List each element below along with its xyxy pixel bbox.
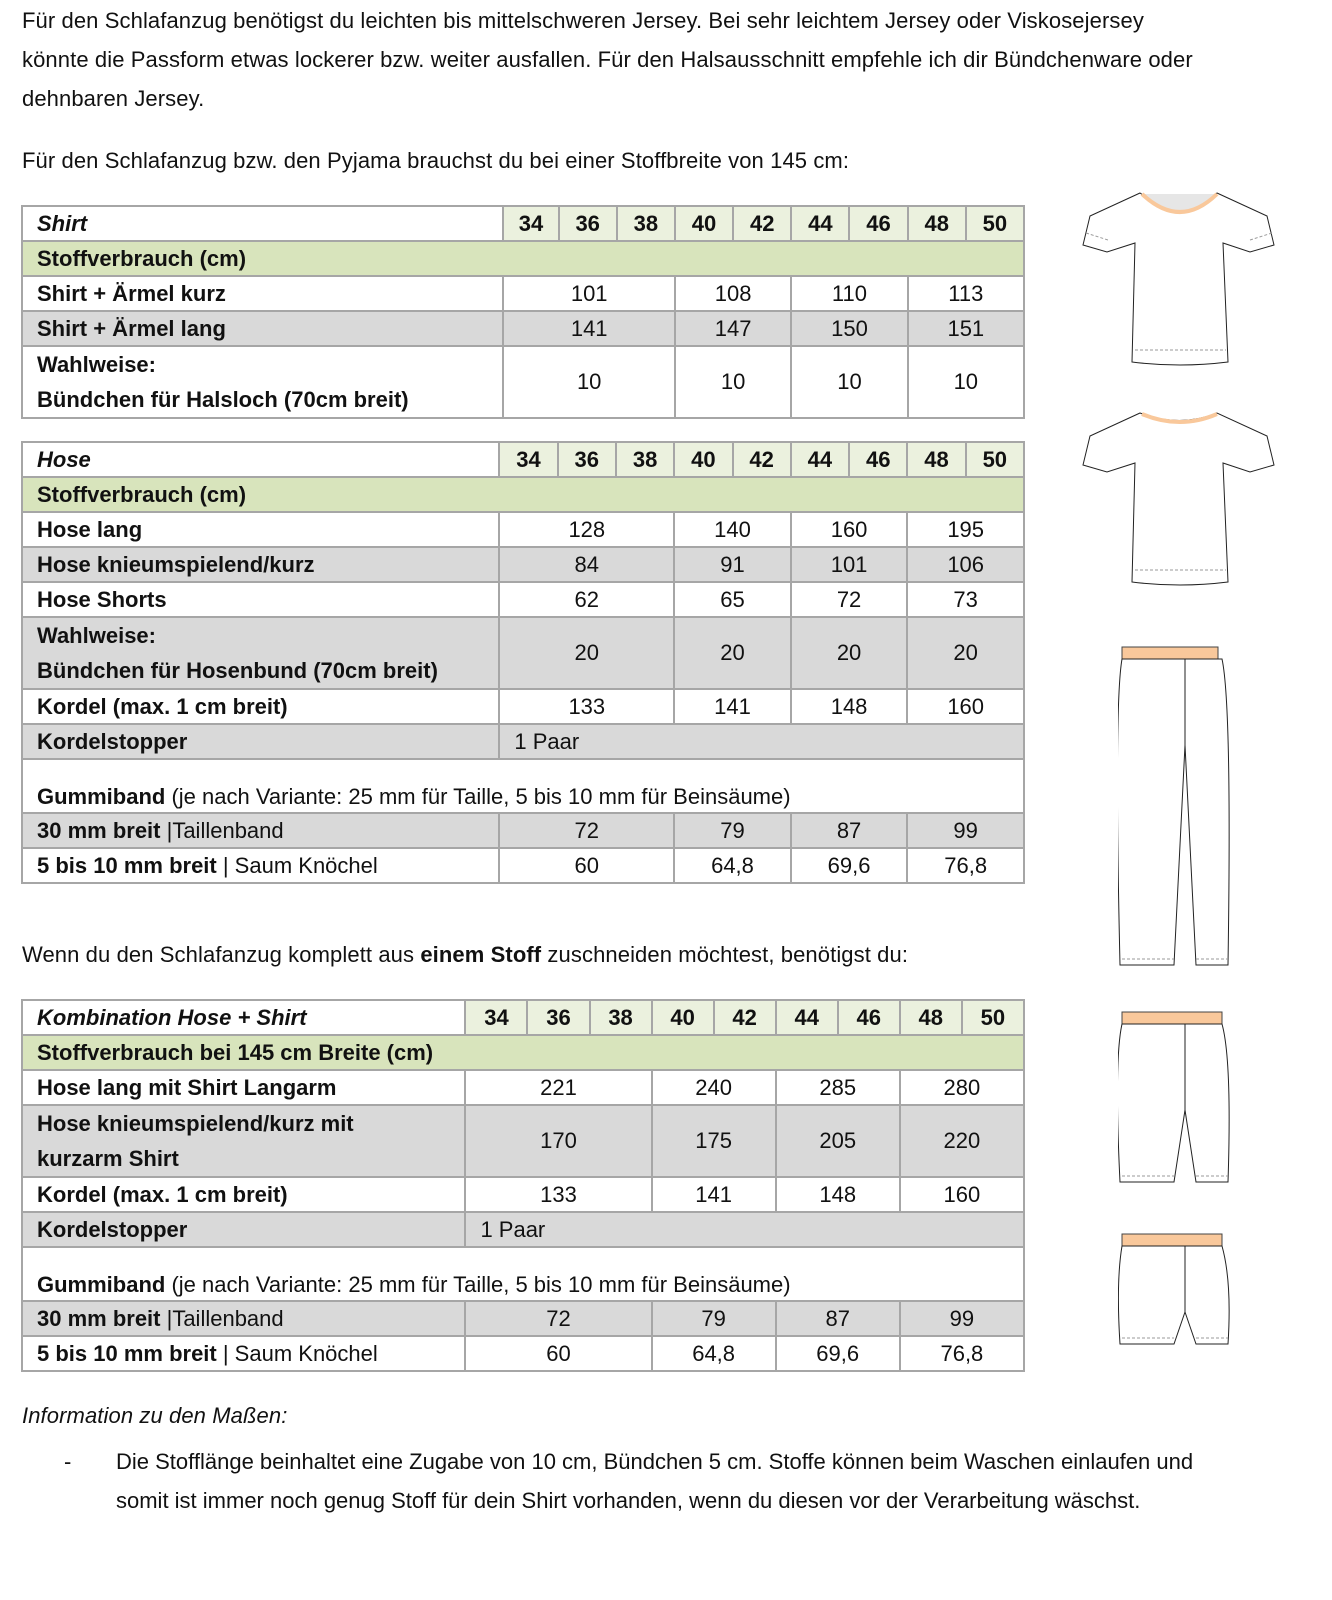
gummiband-label: Gummiband: [37, 1272, 166, 1297]
cell: 160: [907, 689, 1024, 724]
row-label: [22, 813, 499, 848]
size-header: 42: [733, 442, 791, 477]
table-title: Shirt: [22, 206, 503, 241]
table-row: [22, 617, 1024, 689]
row-label-line: Wahlweise:: [37, 623, 156, 648]
size-header: 42: [714, 1000, 776, 1035]
row-label-bold: 30 mm breit: [37, 1305, 167, 1331]
size-header: 34: [499, 442, 557, 477]
gummiband-note: [22, 1247, 1024, 1301]
row-label: [22, 1301, 465, 1336]
cell: 141: [652, 1177, 776, 1212]
cell: 79: [652, 1301, 776, 1336]
cell: 64,8: [652, 1336, 776, 1371]
size-header: 44: [791, 442, 849, 477]
cell: 220: [900, 1105, 1024, 1177]
lead-paragraph: Für den Schlafanzug bzw. den Pyjama brauchst du bei einer Stoffbreite von 145 cm:: [22, 148, 850, 173]
row-label: Hose lang: [22, 512, 499, 547]
table-row: [22, 1105, 1024, 1177]
row-label-line: Hose knieumspielend/kurz mit: [37, 1111, 354, 1136]
cell: 147: [675, 311, 791, 346]
cell: 148: [791, 689, 908, 724]
cell: 280: [900, 1070, 1024, 1105]
table-title: Hose: [22, 442, 499, 477]
row-label-line: Bündchen für Hosenbund (70cm breit): [37, 658, 438, 683]
cell: 101: [791, 547, 908, 582]
cell: 141: [503, 311, 675, 346]
size-header: 50: [966, 442, 1024, 477]
size-header-row: [22, 442, 1024, 477]
size-header: 46: [849, 206, 907, 241]
table-row: [22, 582, 1024, 617]
row-label: [22, 1105, 465, 1177]
size-header: 50: [966, 206, 1024, 241]
table-row: [22, 311, 1024, 346]
gummiband-detail: (je nach Variante: 25 mm für Taille, 5 bis 10 mm für Beinsäume): [165, 784, 791, 809]
row-label: Hose Shorts: [22, 582, 499, 617]
cell: 1 Paar: [465, 1212, 1024, 1247]
section-label: Stoffverbrauch (cm): [22, 241, 1024, 276]
combo-lead-paragraph: [22, 935, 908, 974]
gummiband-row: [22, 1247, 1024, 1301]
gummiband-row: [22, 759, 1024, 813]
size-header: 42: [733, 206, 791, 241]
cell: 99: [900, 1301, 1024, 1336]
cell: 69,6: [791, 848, 908, 883]
cell: 106: [907, 547, 1024, 582]
cell: 72: [791, 582, 908, 617]
size-header: 48: [900, 1000, 962, 1035]
section-row: [22, 477, 1024, 512]
lead-emphasis: einem Stoff: [420, 942, 542, 967]
size-header: 38: [590, 1000, 652, 1035]
cell: 20: [674, 617, 791, 689]
info-heading: Information zu den Maßen:: [22, 1403, 288, 1428]
table-row: [22, 512, 1024, 547]
row-label: Kordelstopper: [22, 1212, 465, 1247]
size-header: 40: [674, 442, 732, 477]
size-header: 36: [559, 206, 617, 241]
cell: 133: [499, 689, 674, 724]
table-row: [22, 1301, 1024, 1336]
cell: 175: [652, 1105, 776, 1177]
cell: 140: [674, 512, 791, 547]
table-row: [22, 689, 1024, 724]
row-label-line: kurzarm Shirt: [37, 1146, 179, 1171]
cell: 64,8: [674, 848, 791, 883]
cell: 73: [907, 582, 1024, 617]
table-row: [22, 1070, 1024, 1105]
cell: 113: [908, 276, 1024, 311]
intro-paragraph: Für den Schlafanzug benötigst du leichten bis mittelschweren Jersey. Bei sehr leichtem Jersey oder Viskosejersey könnte die Passform etwas lockerer bzw. weiter ausfallen. Für den Halsausschnitt empfehle ich dir Bündchenware oder dehnbaren Jersey.: [22, 8, 1193, 111]
row-label: [22, 346, 503, 418]
cell: 76,8: [900, 1336, 1024, 1371]
size-header: 36: [527, 1000, 589, 1035]
row-label-rest: | Saum Knöchel: [222, 852, 378, 878]
cell: 84: [499, 547, 674, 582]
row-label: Hose lang mit Shirt Langarm: [22, 1070, 465, 1105]
knee-pants-illustration: [1118, 1010, 1230, 1185]
size-header: 46: [838, 1000, 900, 1035]
size-header: 40: [675, 206, 733, 241]
lead-text: zuschneiden möchtest, benötigst du:: [541, 942, 909, 967]
cell: 87: [791, 813, 908, 848]
cell: 79: [674, 813, 791, 848]
cell: 76,8: [907, 848, 1024, 883]
table-row: [22, 1336, 1024, 1371]
size-header: 38: [616, 442, 674, 477]
row-label: [22, 617, 499, 689]
size-header: 38: [617, 206, 675, 241]
table-row: [22, 547, 1024, 582]
cell: 101: [503, 276, 675, 311]
cell: 20: [791, 617, 908, 689]
row-label: Kordel (max. 1 cm breit): [22, 689, 499, 724]
size-header: 44: [776, 1000, 838, 1035]
gummiband-note: [22, 759, 1024, 813]
size-header-row: [22, 1000, 1024, 1035]
cell: 10: [791, 346, 907, 418]
hose-table: [21, 441, 1025, 884]
cell: 170: [465, 1105, 651, 1177]
cell: 150: [791, 311, 907, 346]
cell: 10: [503, 346, 675, 418]
shirt-back-illustration: [1080, 410, 1280, 590]
row-label-bold: 5 bis 10 mm breit: [37, 1340, 223, 1366]
shorts-illustration: [1118, 1232, 1230, 1347]
cell: 1 Paar: [499, 724, 1024, 759]
cell: 99: [907, 813, 1024, 848]
cell: 60: [465, 1336, 651, 1371]
table-row: [22, 276, 1024, 311]
size-header: 48: [908, 206, 966, 241]
cell: 87: [776, 1301, 900, 1336]
cell: 72: [465, 1301, 651, 1336]
size-header: 46: [849, 442, 907, 477]
cell: 110: [791, 276, 907, 311]
section-label: Stoffverbrauch (cm): [22, 477, 1024, 512]
bullet-marker: -: [64, 1449, 72, 1474]
table-title: Kombination Hose + Shirt: [22, 1000, 465, 1035]
size-header: 36: [558, 442, 616, 477]
table-row: [22, 346, 1024, 418]
row-label-bold: 5 bis 10 mm breit: [37, 852, 223, 878]
cell: 151: [908, 311, 1024, 346]
row-label: Kordelstopper: [22, 724, 499, 759]
combo-table: [21, 999, 1025, 1372]
row-label-line: Bündchen für Halsloch (70cm breit): [37, 387, 409, 412]
cell: 62: [499, 582, 674, 617]
size-header-row: [22, 206, 1024, 241]
cell: 10: [908, 346, 1024, 418]
cell: 285: [776, 1070, 900, 1105]
shirt-table: [21, 205, 1025, 419]
cell: 205: [776, 1105, 900, 1177]
cell: 240: [652, 1070, 776, 1105]
cell: 91: [674, 547, 791, 582]
size-header: 34: [503, 206, 558, 241]
cell: 133: [465, 1177, 651, 1212]
table-row: [22, 1212, 1024, 1247]
gummiband-detail: (je nach Variante: 25 mm für Taille, 5 bis 10 mm für Beinsäume): [165, 1272, 791, 1297]
cell: 65: [674, 582, 791, 617]
cell: 221: [465, 1070, 651, 1105]
gummiband-label: Gummiband: [37, 784, 166, 809]
row-label-bold: 30 mm breit: [37, 817, 167, 843]
info-bullet-text: Die Stofflänge beinhaltet eine Zugabe von 10 cm, Bündchen 5 cm. Stoffe können beim Waschen einlaufen und somit ist immer noch genug Stoff für dein Shirt vorhanden, wenn du diesen vor der Verarbeitung wäschst.: [116, 1449, 1194, 1513]
table-row: [22, 848, 1024, 883]
cell: 20: [907, 617, 1024, 689]
cell: 128: [499, 512, 674, 547]
cell: 10: [675, 346, 791, 418]
row-label: Hose knieumspielend/kurz: [22, 547, 499, 582]
section-row: [22, 1035, 1024, 1070]
cell: 69,6: [776, 1336, 900, 1371]
size-header: 48: [907, 442, 965, 477]
row-label: Shirt + Ärmel kurz: [22, 276, 503, 311]
size-header: 50: [962, 1000, 1024, 1035]
table-row: [22, 813, 1024, 848]
size-header: 34: [465, 1000, 527, 1035]
size-header: 40: [652, 1000, 714, 1035]
cell: 160: [791, 512, 908, 547]
row-label-rest: | Saum Knöchel: [222, 1340, 378, 1366]
row-label: Shirt + Ärmel lang: [22, 311, 503, 346]
cell: 148: [776, 1177, 900, 1212]
row-label: Kordel (max. 1 cm breit): [22, 1177, 465, 1212]
section-label: Stoffverbrauch bei 145 cm Breite (cm): [22, 1035, 1024, 1070]
row-label-rest: |Taillenband: [166, 817, 284, 843]
table-row: [22, 1177, 1024, 1212]
lead-text: Wenn du den Schlafanzug komplett aus: [22, 942, 421, 967]
row-label-line: Wahlweise:: [37, 352, 156, 377]
cell: 72: [499, 813, 674, 848]
cell: 60: [499, 848, 674, 883]
cell: 160: [900, 1177, 1024, 1212]
row-label: [22, 848, 499, 883]
row-label: [22, 1336, 465, 1371]
cell: 195: [907, 512, 1024, 547]
long-pants-illustration: [1118, 645, 1230, 967]
cell: 141: [674, 689, 791, 724]
section-row: [22, 241, 1024, 276]
size-header: 44: [791, 206, 849, 241]
cell: 108: [675, 276, 791, 311]
cell: 20: [499, 617, 674, 689]
row-label-rest: |Taillenband: [166, 1305, 284, 1331]
table-row: [22, 724, 1024, 759]
shirt-front-illustration: [1080, 190, 1280, 370]
